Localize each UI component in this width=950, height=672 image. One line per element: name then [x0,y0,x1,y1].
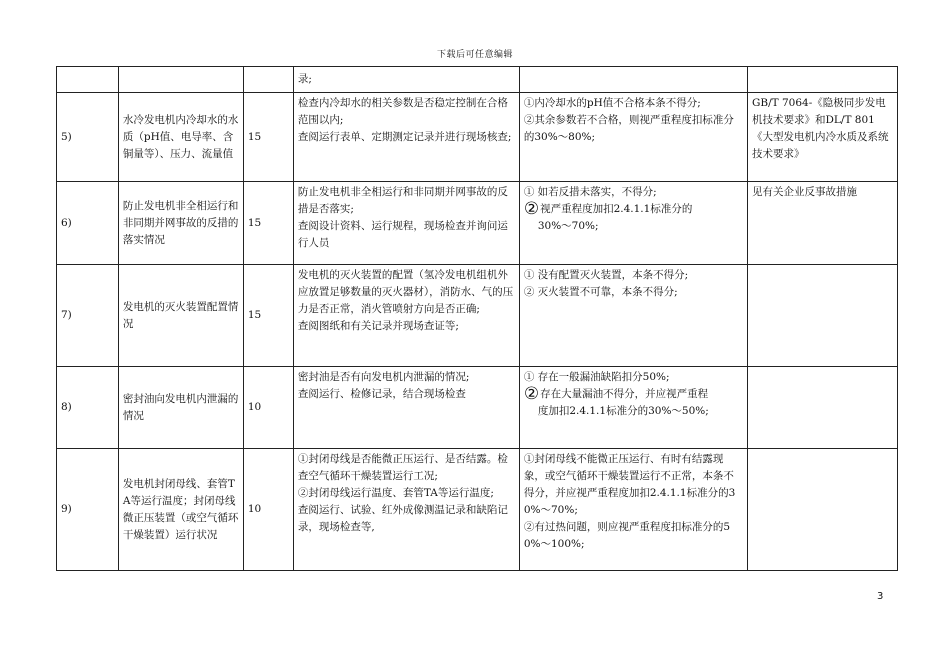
criteria-text: 视严重程度加扣2.4.1.1标准分的 [540,203,693,215]
standard-score: 10 [243,367,293,449]
reference-basis: 见有关企业反事故措施 [748,182,898,265]
check-item: 密封油向发电机内泄漏的情况 [118,367,243,449]
standard-score: 15 [243,93,293,182]
criteria-line: ②有过热问题，则应视严重程度扣标准分的50%～100%; [523,521,731,550]
criteria-line [524,201,743,218]
criteria-text: 存在大量漏油不得分，并应视严重程 [540,388,709,400]
check-item: 发电机的灭火装置配置情况 [118,265,243,367]
criteria-line: ① 存在一般漏油缺陷扣分50%; [523,371,670,383]
check-method [293,93,519,182]
table-row [57,449,898,571]
standard-score: 10 [243,449,293,571]
check-method [293,367,519,449]
criteria-line: 度加扣2.4.1.1标准分的30%～50%; [537,405,709,417]
reference-basis [748,67,898,93]
criteria-line: ①封闭母线不能微正压运行、有时有结露现象，或空气循环干燥装置运行不正常，本条不得分，并应视严重程度加扣2.4.1.1标准分的30%～70%; [523,453,736,516]
table-row [57,367,898,449]
criteria-line: ① 没有配置灭火装置，本条不得分; [523,269,689,281]
scoring-criteria [519,93,747,182]
method-text: ①封闭母线是否能微正压运行、是否结露。检查空气循环干燥装置运行工况; ②封闭母线运行温度、套管TA等运行温度; 查阅运行、试验、红外成像测温记录和缺陷记录，现场检查等, [297,453,508,533]
method-text: 检查内冷却水的相关参数是否稳定控制在合格范围以内; 查阅运行表单、定期测定记录并进行现场核查; [297,97,512,143]
check-item: 防止发电机非全相运行和非同期并网事故的反措的落实情况 [118,182,243,265]
table-row [57,93,898,182]
criteria-line: 30%～70%; [537,220,599,232]
row-number: 6) [57,182,119,265]
evaluation-table [56,66,898,571]
scoring-criteria [519,367,747,449]
row-number: 7) [57,265,119,367]
reference-basis [748,449,898,571]
standard-score: 15 [243,182,293,265]
criteria-line: ② 灭火装置不可靠，本条不得分; [523,286,678,298]
reference-basis [748,367,898,449]
scoring-criteria [519,265,747,367]
scoring-criteria [519,449,747,571]
scoring-criteria [519,67,747,93]
method-text: 发电机的灭火装置的配置（氢冷发电机组机外应放置足够数量的灭火器材），消防水、气的压力是否正常，消火管喷射方向是否正确; 查阅图纸和有关记录并现场查证等; [297,269,514,332]
standard-score: 15 [243,265,293,367]
criteria-line: ① 如若反措未落实，不得分; [523,186,657,198]
method-text: 密封油是否有向发电机内泄漏的情况; 查阅运行、检修记录，结合现场检查 [297,371,470,400]
check-method: 录; [293,67,519,93]
scoring-criteria [519,182,747,265]
reference-basis [748,265,898,367]
table-row [57,265,898,367]
check-method [293,182,519,265]
check-method [293,265,519,367]
row-number: 5) [57,93,119,182]
table-row [57,182,898,265]
criteria-line [524,386,743,403]
row-number: 9) [57,449,119,571]
check-method [293,449,519,571]
row-number: 8) [57,367,119,449]
header-note: 下载后可任意编辑 [436,50,513,60]
criteria-line: ②其余参数若不合格，则视严重程度扣标准分的30%～80%; [523,114,734,143]
circled-number-two: ② [523,384,540,404]
standard-score [243,67,293,93]
circled-number-two: ② [523,199,540,219]
table-row [57,67,898,93]
check-item [118,67,243,93]
reference-basis: GB/T 7064-《隐极同步发电机技术要求》和DL/T 801《大型发电机内冷水质及系统技术要求》 [748,93,898,182]
method-text: 防止发电机非全相运行和非同期并网事故的反措是否落实; 查阅设计资料、运行规程，现场检查并询问运行人员 [297,186,508,249]
row-number [57,67,119,93]
check-item: 水冷发电机内冷却水的水质（pH值、电导率、含铜量等）、压力、流量值 [118,93,243,182]
page-number: 3 [877,591,884,602]
check-item: 发电机封闭母线、套管TA等运行温度；封闭母线微正压装置（或空气循环干燥装置）运行状况 [118,449,243,571]
criteria-line: ①内冷却水的pH值不合格本条不得分; [523,97,701,109]
